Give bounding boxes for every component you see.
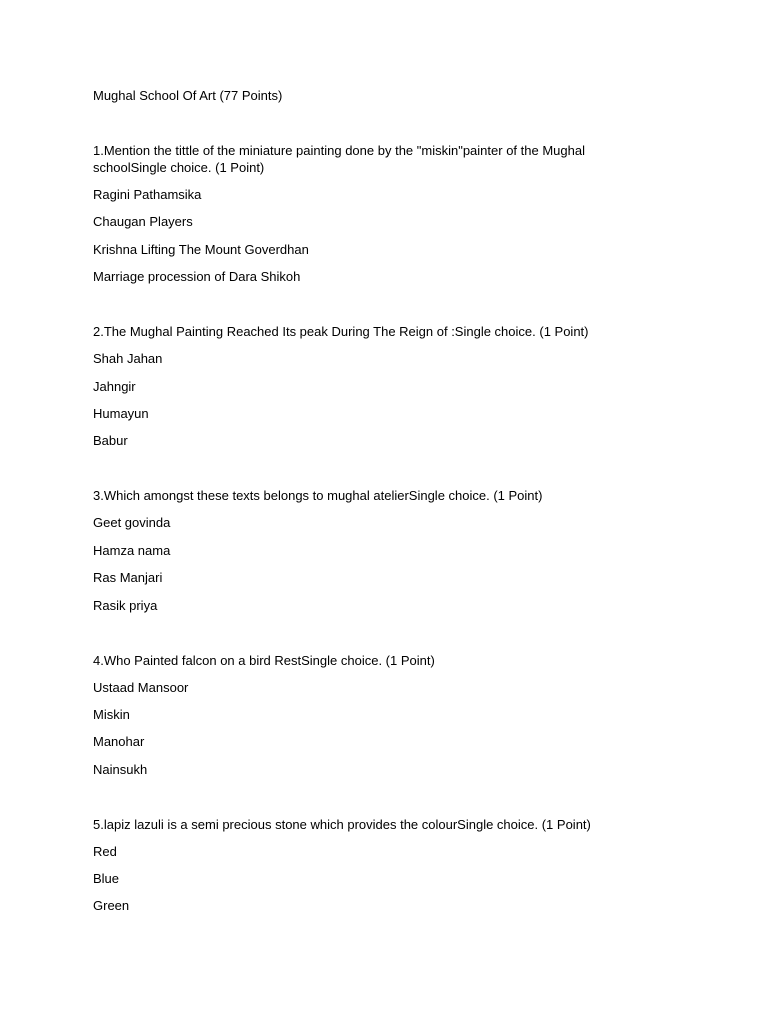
answer-option: Hamza nama xyxy=(93,542,171,558)
question-block xyxy=(93,652,633,778)
question-block xyxy=(93,142,633,285)
document-title: Mughal School Of Art (77 Points) xyxy=(93,88,283,103)
answer-option: Geet govinda xyxy=(93,515,171,531)
question-block xyxy=(93,487,633,613)
question-text: 5.lapiz lazuli is a semi precious stone which provides the colourSingle choice. (1 Point) xyxy=(93,816,591,832)
answer-option: Red xyxy=(93,843,117,859)
answer-option: Humayun xyxy=(93,405,149,421)
question-text: 2.The Mughal Painting Reached Its peak During The Reign of :Single choice. (1 Point) xyxy=(93,324,589,340)
question-block xyxy=(93,816,633,915)
question-text: 1.Mention the tittle of the miniature painting done by the "miskin"painter of the Mughal schoolSingle choice. (1 Point) xyxy=(93,143,585,175)
document-content xyxy=(93,87,633,952)
answer-option: Rasik priya xyxy=(93,597,158,613)
question-text: 3.Which amongst these texts belongs to mughal atelierSingle choice. (1 Point) xyxy=(93,488,543,504)
answer-option: Ras Manjari xyxy=(93,570,163,586)
answer-option: Ragini Pathamsika xyxy=(93,187,202,202)
answer-option: Marriage procession of Dara Shikoh xyxy=(93,269,301,285)
answer-option: Chaugan Players xyxy=(93,214,193,230)
answer-option: Green xyxy=(93,898,130,914)
question-text: 4.Who Painted falcon on a bird RestSingle choice. (1 Point) xyxy=(93,652,435,668)
answer-option: Shah Jahan xyxy=(93,351,163,367)
answer-option: Miskin xyxy=(93,706,130,722)
answer-option: Ustaad Mansoor xyxy=(93,679,189,695)
answer-option: Manohar xyxy=(93,734,145,750)
answer-option: Blue xyxy=(93,871,120,887)
answer-option: Krishna Lifting The Mount Goverdhan xyxy=(93,241,309,257)
question-block xyxy=(93,323,633,449)
answer-option: Nainsukh xyxy=(93,761,148,777)
answer-option: Babur xyxy=(93,433,128,449)
answer-option: Jahngir xyxy=(93,378,136,394)
